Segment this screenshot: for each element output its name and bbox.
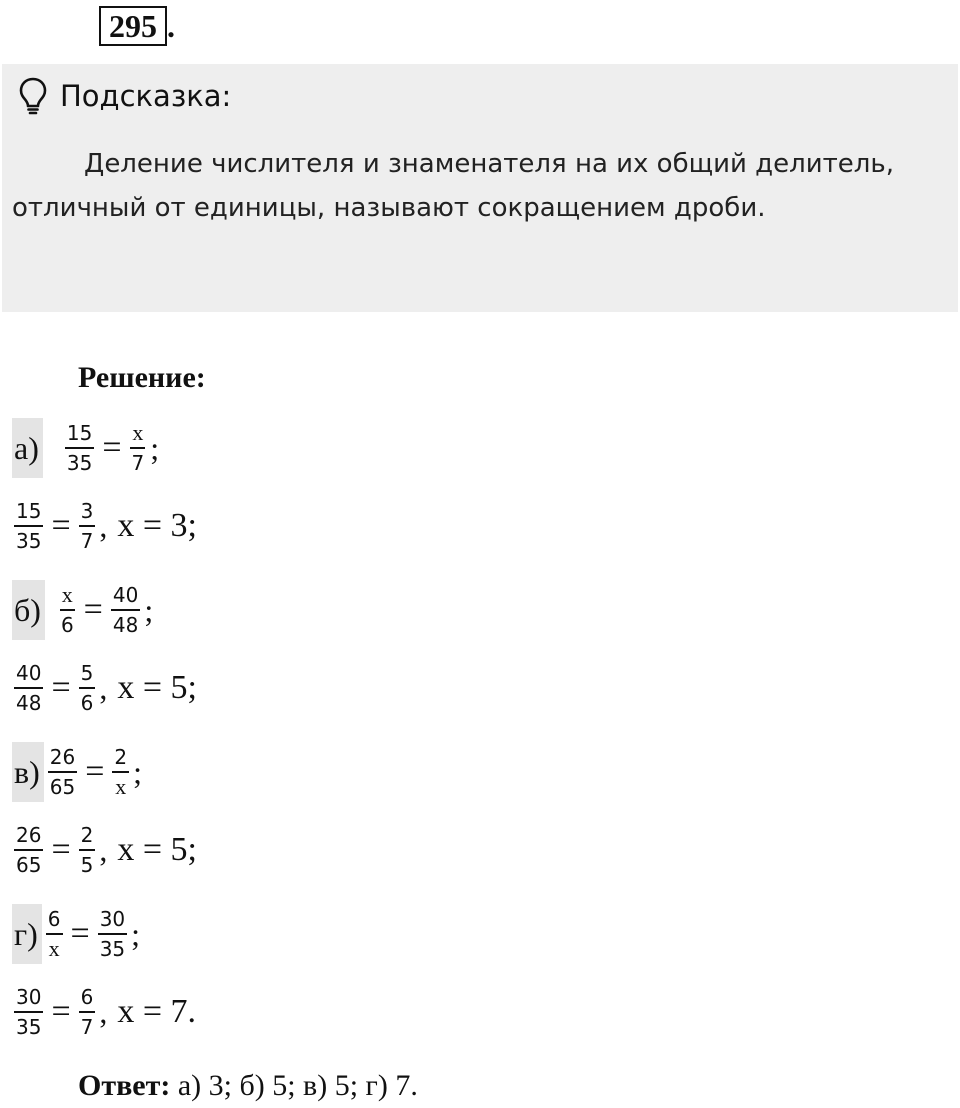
- fraction: [65, 422, 94, 474]
- lightbulb-icon: [18, 77, 48, 115]
- part-b-result: $\frac{40}{48}$ = $\frac{5}{6}$ , x = 5;: [16, 661, 197, 715]
- problem-number-box: 295: [99, 6, 167, 46]
- fraction-denominator: 65: [16, 853, 42, 877]
- fraction-numerator: 26: [14, 824, 43, 851]
- semicolon: ;: [133, 753, 143, 790]
- fraction: [79, 662, 96, 714]
- problem-number: [99, 6, 175, 46]
- part-label: а): [12, 418, 43, 478]
- part-b-equation: [12, 580, 153, 640]
- fraction-denominator: 7: [131, 451, 145, 475]
- fraction-denominator: 7: [80, 529, 94, 553]
- part-label: б): [12, 580, 45, 640]
- fraction-denominator: 6: [80, 691, 94, 715]
- fraction: [79, 986, 96, 1038]
- hint-title: Подсказка:: [60, 79, 232, 113]
- fraction-denominator: 7: [80, 1015, 94, 1039]
- semicolon: ;: [131, 915, 141, 952]
- fraction: [130, 422, 147, 474]
- equals-sign: =: [85, 753, 105, 790]
- fraction-numerator: 30: [98, 908, 127, 935]
- fraction-numerator: 15: [14, 500, 43, 527]
- fraction: [79, 500, 96, 552]
- fraction: [112, 746, 129, 798]
- part-label: в): [12, 742, 44, 802]
- fraction: [14, 824, 43, 876]
- part-g-result: $\frac{30}{35}$ = $\frac{6}{7}$ , x = 7.: [16, 985, 197, 1039]
- fraction: [46, 908, 63, 960]
- fraction-denominator: 35: [99, 937, 126, 961]
- hint-box: [2, 64, 958, 312]
- fraction-numerator: 6: [46, 908, 63, 935]
- part-label: г): [12, 904, 42, 964]
- solution-value: x = 7.: [117, 993, 197, 1030]
- equals-sign: =: [51, 669, 71, 706]
- fraction-denominator: 35: [66, 451, 93, 475]
- equals-sign: =: [51, 831, 71, 868]
- fraction: [98, 908, 127, 960]
- fraction-denominator: 5: [80, 853, 94, 877]
- fraction-numerator: 30: [14, 986, 43, 1013]
- part-v-result: $\frac{26}{65}$ = $\frac{2}{5}$ , x = 5;: [16, 823, 197, 877]
- semicolon: ;: [150, 429, 160, 466]
- fraction: [14, 986, 43, 1038]
- fraction-numerator: 2: [79, 824, 96, 851]
- fraction-numerator: 2: [112, 746, 129, 773]
- fraction: [48, 746, 77, 798]
- solution-value: x = 5;: [117, 669, 197, 706]
- fraction-numerator: 6: [79, 986, 96, 1013]
- fraction-numerator: x: [60, 584, 75, 611]
- part-a-result: $\frac{15}{35}$ = $\frac{3}{7}$ , x = 3;: [16, 499, 197, 553]
- fraction-denominator: x: [48, 936, 60, 961]
- fraction-numerator: x: [130, 422, 145, 449]
- equals-sign: =: [70, 915, 90, 952]
- fraction-denominator: 6: [60, 613, 74, 637]
- part-v-equation: [12, 742, 142, 802]
- equals-sign: =: [51, 507, 71, 544]
- solution-value: x = 5;: [117, 831, 197, 868]
- answer-label: Ответ:: [78, 1069, 171, 1102]
- fraction: [79, 824, 96, 876]
- fraction-denominator: 65: [49, 775, 76, 799]
- solution-heading: Решение:: [78, 361, 206, 394]
- semicolon: ;: [144, 591, 154, 628]
- fraction-numerator: 3: [79, 500, 96, 527]
- problem-number-dot: .: [167, 8, 175, 44]
- fraction-denominator: x: [115, 774, 127, 799]
- fraction: [59, 584, 76, 636]
- equals-sign: =: [51, 993, 71, 1030]
- equals-sign: =: [83, 591, 103, 628]
- part-a-equation: [12, 418, 159, 478]
- fraction-denominator: 35: [16, 529, 42, 553]
- fraction-numerator: 40: [14, 662, 43, 689]
- equals-sign: =: [102, 429, 122, 466]
- fraction-denominator: 35: [16, 1015, 42, 1039]
- answer-text: а) 3; б) 5; в) 5; г) 7.: [177, 1069, 418, 1102]
- fraction-numerator: 26: [48, 746, 77, 773]
- solution-value: x = 3;: [117, 507, 197, 544]
- fraction-numerator: 5: [79, 662, 96, 689]
- fraction: [111, 584, 140, 636]
- hint-header: [18, 74, 231, 118]
- fraction-numerator: 40: [111, 584, 140, 611]
- fraction-numerator: 15: [65, 422, 94, 449]
- part-g-equation: [12, 904, 140, 964]
- fraction-denominator: 48: [112, 613, 139, 637]
- hint-text: Деление числителя и знаменателя на их общий делитель, отличный от единицы, называют сокращением дроби.: [12, 149, 895, 223]
- answer-line: [78, 1066, 418, 1106]
- fraction: [14, 662, 43, 714]
- fraction-denominator: 48: [16, 691, 42, 715]
- fraction: [14, 500, 43, 552]
